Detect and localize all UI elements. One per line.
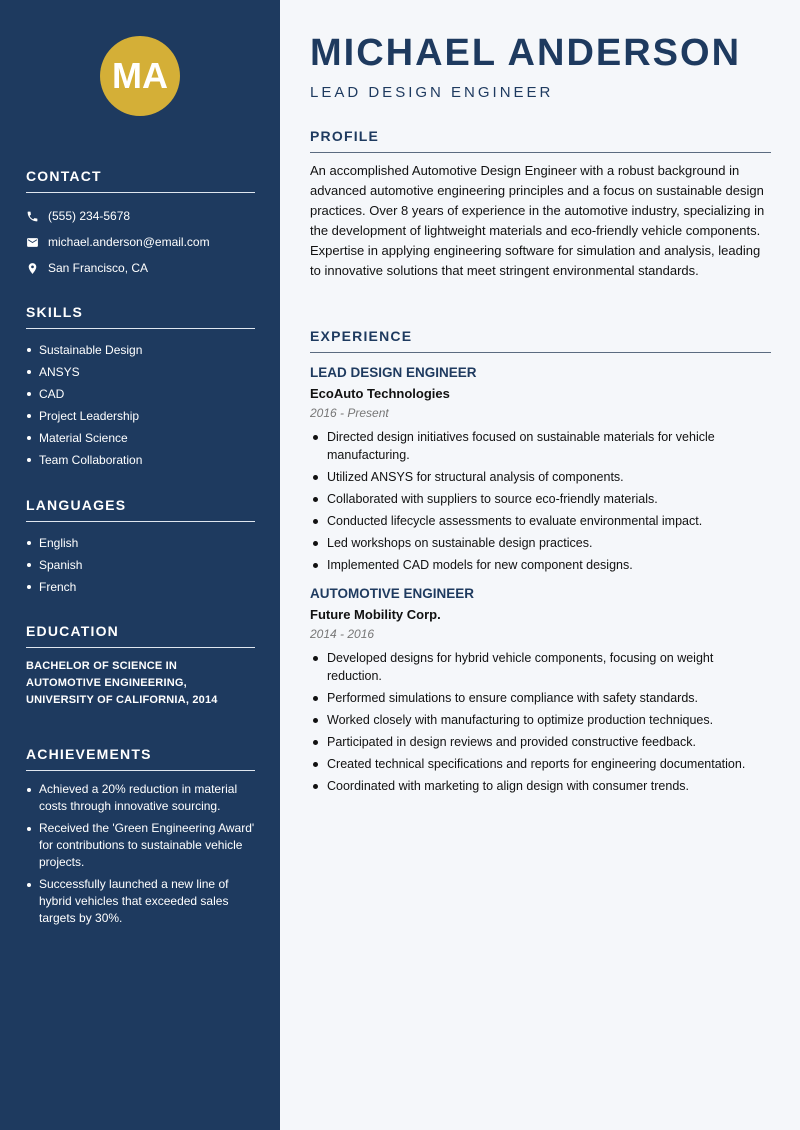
job-bullet: Participated in design reviews and provided constructive feedback. bbox=[310, 733, 771, 751]
language-item: Spanish bbox=[26, 554, 255, 576]
phone-icon bbox=[26, 210, 39, 223]
job-bullet: Utilized ANSYS for structural analysis of components. bbox=[310, 468, 771, 486]
contact-phone bbox=[26, 203, 255, 229]
contact-section bbox=[26, 168, 255, 281]
job-company: Future Mobility Corp. bbox=[310, 607, 441, 622]
sidebar bbox=[0, 0, 280, 1130]
location-pin-icon bbox=[26, 262, 39, 275]
candidate-name: MICHAEL ANDERSON bbox=[310, 32, 742, 74]
email-icon bbox=[26, 236, 39, 249]
education-heading: EDUCATION bbox=[26, 623, 255, 648]
job-entry bbox=[310, 365, 771, 574]
job-dates: 2014 - 2016 bbox=[310, 627, 375, 641]
achievements-heading: ACHIEVEMENTS bbox=[26, 746, 255, 771]
job-company: EcoAuto Technologies bbox=[310, 386, 450, 401]
experience-heading: EXPERIENCE bbox=[310, 328, 771, 353]
achievement-item: Received the 'Green Engineering Award' for contributions to sustainable vehicle projects. bbox=[26, 820, 255, 871]
languages-section bbox=[26, 497, 255, 598]
job-bullet: Created technical specifications and reports for engineering documentation. bbox=[310, 755, 771, 773]
education-degree: BACHELOR OF SCIENCE IN AUTOMOTIVE ENGINEERING, UNIVERSITY OF CALIFORNIA, 2014 bbox=[26, 660, 218, 706]
education-section bbox=[26, 623, 255, 709]
phone-text: (555) 234-5678 bbox=[48, 209, 131, 223]
profile-heading: PROFILE bbox=[310, 128, 771, 153]
avatar: MA bbox=[100, 36, 180, 116]
job-bullet: Collaborated with suppliers to source eco-friendly materials. bbox=[310, 490, 771, 508]
job-bullet: Led workshops on sustainable design practices. bbox=[310, 534, 771, 552]
languages-heading: LANGUAGES bbox=[26, 497, 255, 522]
candidate-title: LEAD DESIGN ENGINEER bbox=[310, 84, 554, 101]
language-item: French bbox=[26, 576, 255, 598]
job-title: AUTOMOTIVE ENGINEER bbox=[310, 586, 475, 601]
skill-item: Team Collaboration bbox=[26, 449, 255, 471]
job-title: LEAD DESIGN ENGINEER bbox=[310, 365, 477, 380]
achievement-item: Achieved a 20% reduction in material costs through innovative sourcing. bbox=[26, 781, 255, 815]
skills-heading: SKILLS bbox=[26, 304, 255, 329]
job-bullet: Directed design initiatives focused on sustainable materials for vehicle manufacturing. bbox=[310, 428, 771, 464]
skill-item: Material Science bbox=[26, 427, 255, 449]
contact-heading: CONTACT bbox=[26, 168, 255, 193]
email-text[interactable]: michael.anderson@email.com bbox=[48, 235, 210, 249]
skill-item: CAD bbox=[26, 383, 255, 405]
location-text: San Francisco, CA bbox=[48, 261, 149, 275]
skill-item: ANSYS bbox=[26, 361, 255, 383]
job-bullet: Implemented CAD models for new component designs. bbox=[310, 556, 771, 574]
experience-section bbox=[310, 328, 771, 799]
skill-item: Sustainable Design bbox=[26, 339, 255, 361]
skill-item: Project Leadership bbox=[26, 405, 255, 427]
language-item: English bbox=[26, 532, 255, 554]
job-dates: 2016 - Present bbox=[310, 406, 389, 420]
profile-text: An accomplished Automotive Design Engineer with a robust background in advanced automotive engineering principles and a focus on sustainable design practices. Over 8 years of experience in the automotive industry, specializing in the development of lightweight materials and eco-friendly vehicle components. Expertise in applying engineering software for simulation and analysis, leading to innovative solutions that meet stringent environmental standards. bbox=[310, 163, 765, 278]
job-bullet: Developed designs for hybrid vehicle components, focusing on weight reduction. bbox=[310, 649, 771, 685]
contact-location bbox=[26, 255, 255, 281]
job-bullet: Performed simulations to ensure compliance with safety standards. bbox=[310, 689, 771, 707]
skills-section bbox=[26, 304, 255, 471]
profile-section bbox=[310, 128, 771, 281]
job-bullet: Conducted lifecycle assessments to evaluate environmental impact. bbox=[310, 512, 771, 530]
job-entry bbox=[310, 586, 771, 795]
job-bullet: Coordinated with marketing to align design with consumer trends. bbox=[310, 777, 771, 795]
contact-email bbox=[26, 229, 255, 255]
achievement-item: Successfully launched a new line of hybrid vehicles that exceeded sales targets by 30%. bbox=[26, 876, 255, 927]
job-bullet: Worked closely with manufacturing to optimize production techniques. bbox=[310, 711, 771, 729]
achievements-section bbox=[26, 746, 255, 932]
